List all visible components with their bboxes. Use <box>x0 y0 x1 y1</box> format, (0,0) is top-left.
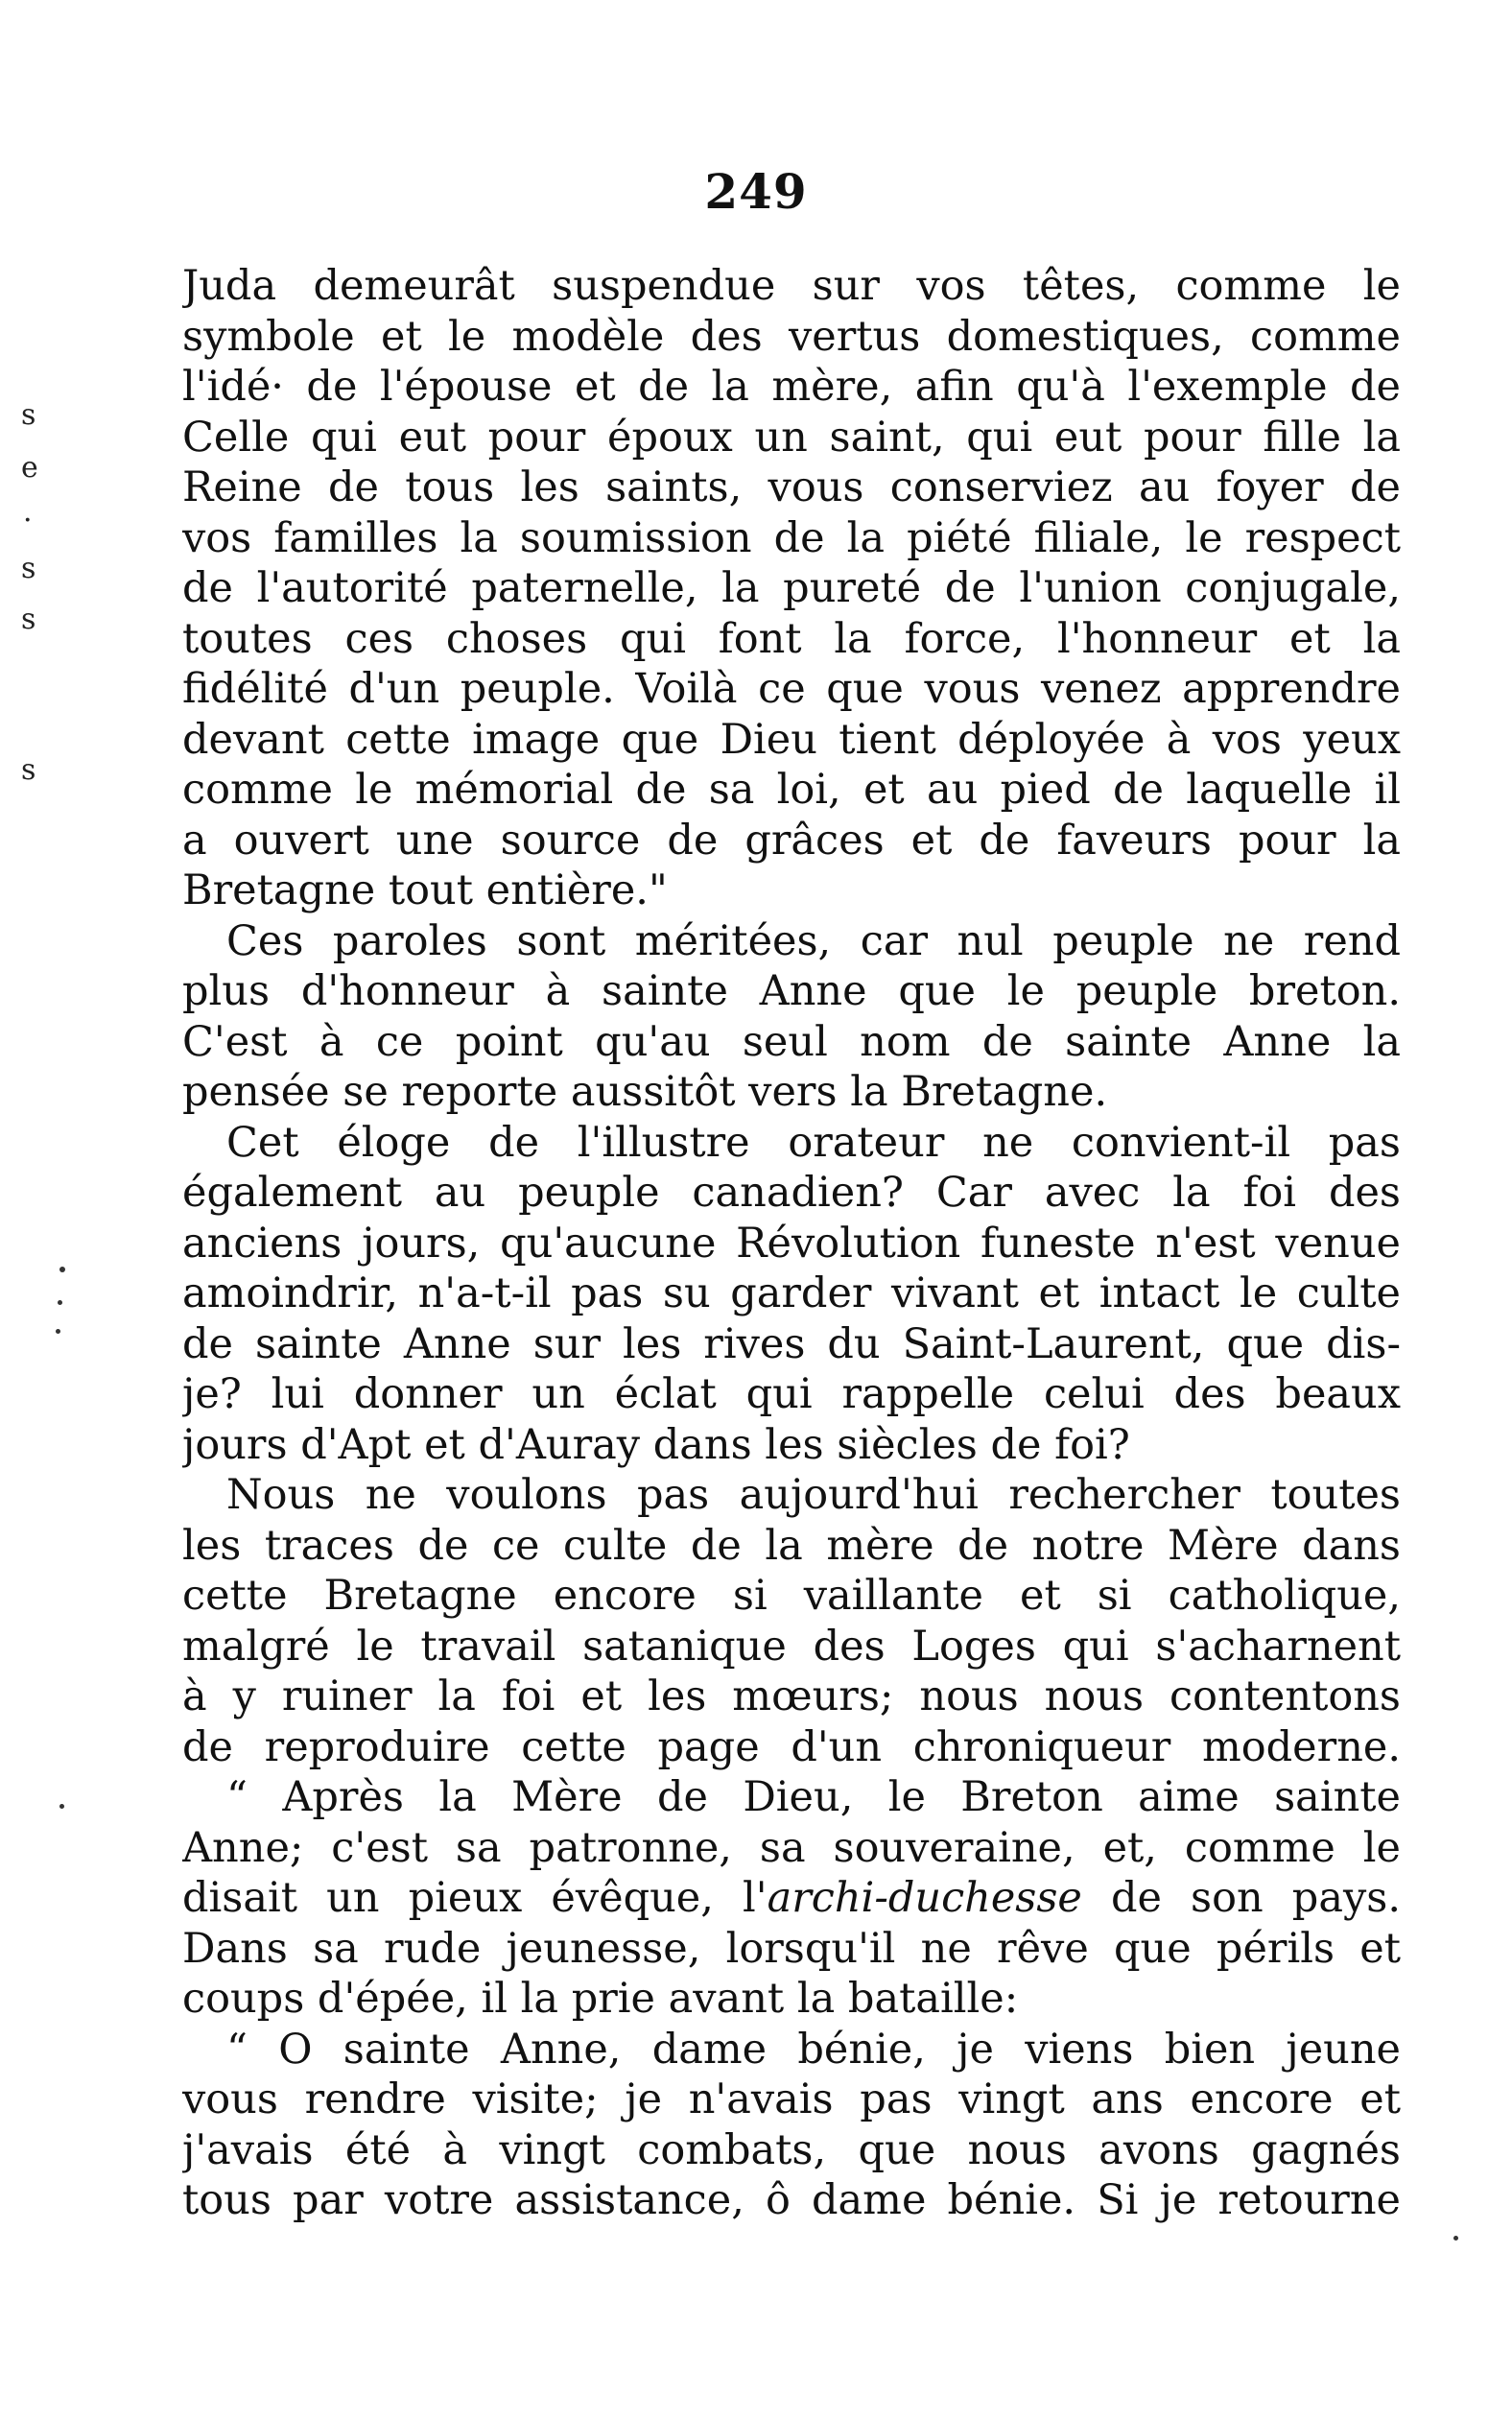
text-line: devant cette image que Dieu tient déployée à vos yeux <box>182 715 1401 764</box>
text-line: vos familles la soumission de la piété filiale, le respect <box>182 513 1401 562</box>
text-line: vous rendre visite; je n'avais pas vingt ans encore et <box>182 2075 1401 2123</box>
margin-mark: s <box>21 603 36 636</box>
text-line: plus d'honneur à sainte Anne que le peuple breton. <box>182 967 1401 1015</box>
text-line: je? lui donner un éclat qui rappelle celui des beaux <box>182 1370 1401 1418</box>
margin-mark: s <box>21 552 36 585</box>
margin-mark: s <box>21 753 36 787</box>
text-line: toutes ces choses qui font la force, l'honneur et la <box>182 614 1401 663</box>
text-line: Anne; c'est sa patronne, sa souveraine, et, comme le <box>182 1823 1401 1872</box>
text-line: pensée se reporte aussitôt vers la Bretagne. <box>182 1068 1108 1116</box>
text-line: l'idé· de l'épouse et de la mère, afin qu'à l'exemple de <box>182 363 1401 411</box>
text-line: anciens jours, qu'aucune Révolution funeste n'est venue <box>182 1219 1401 1268</box>
margin-mark: s <box>21 398 36 432</box>
text-line: les traces de ce culte de la mère de notre Mère dans <box>182 1521 1401 1570</box>
page-number: 249 <box>704 163 808 220</box>
margin-speck <box>58 1300 62 1305</box>
text-line: disait un pieux évêque, l'archi-duchesse de son pays. <box>182 1874 1401 1922</box>
text-line: tous par votre assistance, ô dame bénie. Si je retourne <box>182 2176 1401 2224</box>
text-line: malgré le travail satanique des Loges qui s'acharnent <box>182 1622 1401 1671</box>
text-line: Dans sa rude jeunesse, lorsqu'il ne rêve que périls et <box>182 1924 1401 1973</box>
margin-mark: · <box>23 504 33 537</box>
text-line: “ O sainte Anne, dame bénie, je viens bien jeune <box>226 2025 1401 2074</box>
text-line: Reine de tous les saints, vous conserviez au foyer de <box>182 463 1401 511</box>
text-line: “ Après la Mère de Dieu, le Breton aime sainte <box>226 1773 1401 1821</box>
text-line: également au peuple canadien? Car avec la foi des <box>182 1169 1401 1217</box>
text-line: Ces paroles sont méritées, car nul peuple ne rend <box>226 916 1401 965</box>
text-line: à y ruiner la foi et les mœurs; nous nous contentons <box>182 1672 1401 1720</box>
text-line: de sainte Anne sur les rives du Saint-Laurent, que dis- <box>182 1319 1401 1368</box>
text-line: jours d'Apt et d'Auray dans les siècles de foi? <box>182 1420 1130 1469</box>
text-line: cette Bretagne encore si vaillante et si catholique, <box>182 1572 1401 1620</box>
body-text <box>182 261 1401 2226</box>
margin-speck <box>59 1267 65 1272</box>
text-line: j'avais été à vingt combats, que nous avons gagnés <box>182 2125 1401 2174</box>
text-line: comme le mémorial de sa loi, et au pied de laquelle il <box>182 766 1401 814</box>
text-line: symbole et le modèle des vertus domestiques, comme <box>182 312 1401 361</box>
text-line: C'est à ce point qu'au seul nom de sainte Anne la <box>182 1017 1401 1066</box>
text-line: Celle qui eut pour époux un saint, qui eut pour fille la <box>182 413 1401 462</box>
text-line: a ouvert une source de grâces et de faveurs pour la <box>182 816 1401 865</box>
text-line: Bretagne tout entière." <box>182 866 668 914</box>
margin-speck <box>56 1329 60 1334</box>
text-line: Cet éloge de l'illustre orateur ne convient-il pas <box>226 1118 1401 1167</box>
text-line: fidélité d'un peuple. Voilà ce que vous venez apprendre <box>182 665 1401 713</box>
text-line: Juda demeurât suspendue sur vos têtes, comme le <box>182 262 1401 310</box>
text-line: coups d'épée, il la prie avant la bataille: <box>182 1975 1019 2023</box>
margin-speck <box>59 1804 64 1809</box>
text-line: Nous ne voulons pas aujourd'hui rechercher toutes <box>226 1471 1401 1519</box>
text-line: amoindrir, n'a-t-il pas su garder vivant et intact le culte <box>182 1269 1401 1317</box>
text-line: de l'autorité paternelle, la pureté de l'union conjugale, <box>182 564 1401 612</box>
margin-mark: e <box>21 451 38 485</box>
text-line: de reproduire cette page d'un chroniqueur moderne. <box>182 1722 1401 1771</box>
margin-speck <box>1453 2236 1458 2241</box>
